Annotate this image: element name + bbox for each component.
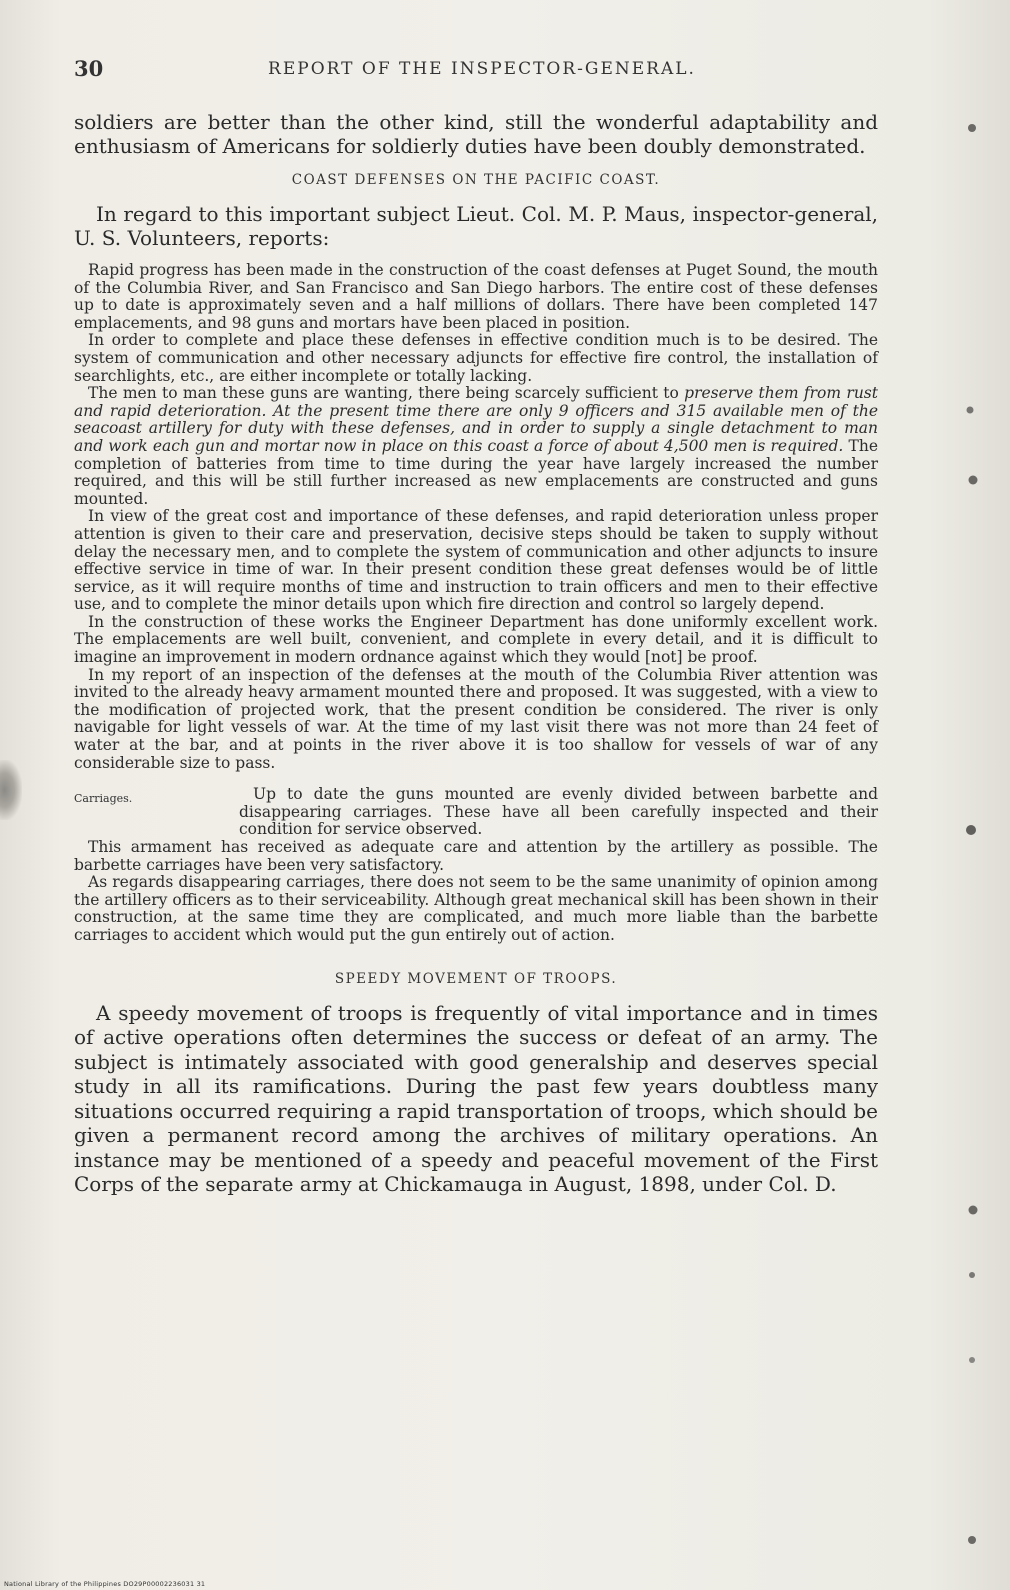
page-header — [74, 56, 890, 90]
men-text-italic: preserve them from rust and rapid deterioration. At the present time there are only 9 officers and 315 available men of the seacoast artillery for duty with these defenses, and in order to supply a single detachment to man and work each gun and mortar now in place on this coast a force of about 4,500 men is required. — [74, 384, 878, 455]
men-text-end: The completion of batteries from time to time during the year have largely increased the number required, and this will be still further increased as new emplacements are constructed and guns mounted. — [74, 436, 878, 508]
quote-paragraph: In view of the great cost and importance of these defenses, and rapid deterioration unless proper attention is given to their care and preservation, decisive steps should be taken to supply without delay the necessary men, and to complete the system of communication and other adjuncts to insure effective service in time of war. In their present condition these great defenses would be of little service, as it will require months of time and instruction to train officers and men to their effective use, and to complete the minor details upon which fire direction and control so largely depend. — [74, 507, 878, 614]
quote-paragraph: In my report of an inspection of the defenses at the mouth of the Columbia River attention was invited to the already heavy armament mounted there and proposed. It was suggested, with a view to the modification of projected work, that the present condition be considered. The river is only navigable for light vessels of war. At the time of my last visit there was not more than 24 feet of water at the bar, and at points in the river above it is too shallow for vessels of war of any considerable size to pass. — [74, 665, 878, 772]
carriages-first-paragraph: Up to date the guns mounted are evenly divided between barbette and disappearing carriages. These have all been carefully inspected and their condition for service observed. — [239, 785, 878, 839]
carriages-paragraph: This armament has received as adequate care and attention by the artillery as possible. The barbette carriages have been very satisfactory. — [74, 838, 878, 874]
carriages-block — [74, 786, 878, 944]
edge-specks-graphic — [960, 100, 990, 1560]
page-edge-specks — [960, 100, 990, 1560]
quote-paragraph: In order to complete and place these defenses in effective condition much is to be desired. The system of communication and other necessary adjuncts for effective fire control, the installation of searchlights, etc., are either incomplete or totally lacking. — [74, 331, 878, 385]
page-body — [74, 110, 878, 1197]
inspector-report-quote — [74, 262, 878, 945]
scan-blot — [0, 760, 22, 820]
men-text-start: The men to man these guns are wanting, there being scarcely sufficient to — [88, 384, 685, 403]
quote-paragraph: In the construction of these works the Engineer Department has done uniformly excellent work. The emplacements are well built, convenient, and complete in every detail, and it is difficult to imagine an improvement in modern ordnance against which they would [not] be proof. — [74, 612, 878, 667]
scan-footer: National Library of the Philippines DO29P00002236031 31 — [4, 1580, 206, 1588]
carriages-side-note: Carriages. — [74, 792, 133, 806]
speedy-movement-paragraph: A speedy movement of troops is frequently of vital importance and in times of active operations often determines the success or defeat of an army. The subject is intimately associated with good generalship and deserves special study in all its ramifications. During the past few years doubtless many situations occurred requiring a rapid transportation of troops, which should be given a permanent record among the archives of military operations. An instance may be mentioned of a speedy and peaceful movement of the First Corps of the separate army at Chickamauga in August, 1898, under Col. D. — [74, 1000, 878, 1197]
carriages-paragraph: As regards disappearing carriages, there does not seem to be the same unanimity of opinion among the artillery officers as to their serviceability. Although great mechanical skill has been shown in their construction, at the same time they are complicated, and much more liable than the barbette carriages to accident which would put the gun entirely out of action. — [74, 873, 878, 944]
running-head: REPORT OF THE INSPECTOR-GENERAL. — [268, 59, 696, 79]
section-heading-speedy-movement: SPEEDY MOVEMENT OF TROOPS. — [334, 970, 618, 987]
quote-paragraph-men — [74, 385, 878, 508]
page-number: 30 — [74, 56, 104, 81]
section-heading-coast-defenses: COAST DEFENSES ON THE PACIFIC COAST. — [291, 172, 661, 188]
coast-defenses-intro: In regard to this important subject Lieut. Col. M. P. Maus, inspector-general, U. S. Volunteers, reports: — [74, 202, 878, 250]
quote-paragraph: Rapid progress has been made in the construction of the coast defenses at Puget Sound, the mouth of the Columbia River, and San Francisco and San Diego harbors. The entire cost of these defenses up to date is approximately seven and a half millions of dollars. There have been completed 147 emplacements, and 98 guns and mortars have been placed in position. — [74, 261, 878, 332]
opening-paragraph: soldiers are better than the other kind, still the wonderful adaptability and enthusiasm of Americans for soldierly duties have been doubly demonstrated. — [74, 110, 878, 158]
